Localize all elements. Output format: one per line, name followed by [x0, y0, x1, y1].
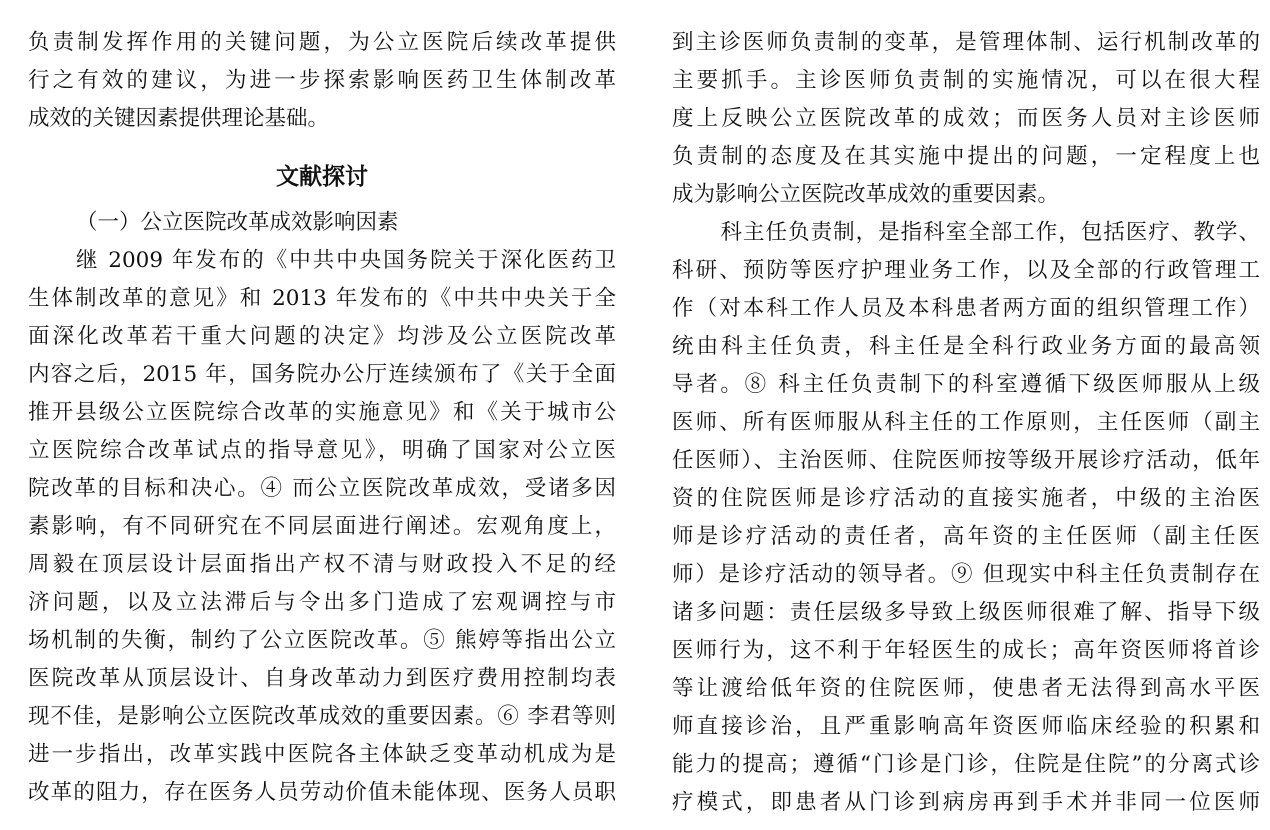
text-line: 度上反映公立医院改革的成效；而医务人员对主诊医师: [672, 106, 1260, 131]
text-line: 导者。⑧ 科主任负责制下的科室遵循下级医师服从上级: [672, 372, 1260, 397]
text-line: 医院改革从顶层设计、自身改革动力到医疗费用控制均表: [28, 666, 616, 691]
text-line: 生体制改革的意见》和 2013 年发布的《中共中央关于全: [28, 286, 616, 311]
text-line: 进一步指出，改革实践中医院各主体缺乏变革动机成为是: [28, 742, 616, 767]
text-line: 立医院综合改革试点的指导意见》，明确了国家对公立医: [28, 438, 616, 463]
text-line: 面深化改革若干重大问题的决定》均涉及公立医院改革: [28, 324, 616, 349]
text-line: 场机制的失衡，制约了公立医院改革。⑤ 熊婷等指出公立: [28, 628, 616, 653]
text-line: 任医师）、主治医师、住院医师按等级开展诊疗活动，低年: [672, 448, 1260, 473]
text-line: 主要抓手。主诊医师负责制的实施情况，可以在很大程: [672, 68, 1260, 93]
text-line: 医师、所有医师服从科主任的工作原则，主任医师（副主: [672, 410, 1260, 435]
text-line: 师是诊疗活动的责任者，高年资的主任医师（副主任医: [672, 524, 1260, 549]
text-line: 现不佳，是影响公立医院改革成效的重要因素。⑥ 李君等则: [28, 704, 616, 729]
text-line: 济问题，以及立法滞后与令出多门造成了宏观调控与市: [28, 590, 616, 615]
text-line: 负责制的态度及在其实施中提出的问题，一定程度上也: [672, 144, 1260, 169]
text-line: 院改革的目标和决心。④ 而公立医院改革成效，受诸多因: [28, 476, 616, 501]
text-line: 到主诊医师负责制的变革，是管理体制、运行机制改革的: [672, 30, 1260, 55]
text-line: 疗模式，即患者从门诊到病房再到手术并非同一位医师: [672, 790, 1260, 815]
text-line: 改革的阻力，存在医务人员劳动价值未能体现、医务人员职: [28, 780, 616, 805]
text-line: 科研、预防等医疗护理业务工作，以及全部的行政管理工: [672, 258, 1260, 283]
text-line: 医师行为，这不利于年轻医生的成长；高年资医师将首诊: [672, 638, 1260, 663]
subsection-heading: （一）公立医院改革成效影响因素: [76, 210, 399, 235]
text-line: 素影响，有不同研究在不同层面进行阐述。宏观角度上，: [28, 514, 616, 539]
text-line: 行之有效的建议，为进一步探索影响医药卫生体制改革: [28, 68, 616, 93]
text-line: 统由科主任负责，科主任是全科行政业务方面的最高领: [672, 334, 1260, 359]
text-line: 周毅在顶层设计层面指出产权不清与财政投入不足的经: [28, 552, 616, 577]
text-line: 继 2009 年发布的《中共中央国务院关于深化医药卫: [76, 248, 616, 273]
left-column: [28, 24, 616, 812]
text-line: 推开县级公立医院综合改革的实施意见》和《关于城市公: [28, 400, 616, 425]
text-line: 成为影响公立医院改革成效的重要因素。: [672, 182, 1060, 207]
text-line: 等让渡给低年资的住院医师，使患者无法得到高水平医: [672, 676, 1260, 701]
section-heading: 文献探讨: [276, 164, 368, 190]
text-line: 负责制发挥作用的关键问题，为公立医院后续改革提供: [28, 30, 616, 55]
text-line: 成效的关键因素提供理论基础。: [28, 106, 330, 131]
text-line: 师）是诊疗活动的领导者。⑨ 但现实中科主任负责制存在: [672, 562, 1260, 587]
text-line: 能力的提高；遵循“门诊是门诊，住院是住院”的分离式诊: [672, 752, 1260, 777]
text-line: 科主任负责制，是指科室全部工作，包括医疗、教学、: [698, 220, 1260, 245]
text-line: 作（对本科工作人员及本科患者两方面的组织管理工作）: [672, 296, 1260, 321]
text-line: 内容之后，2015 年，国务院办公厅连续颁布了《关于全面: [28, 362, 616, 387]
text-line: 资的住院医师是诊疗活动的直接实施者，中级的主治医: [672, 486, 1260, 511]
right-column: [672, 24, 1260, 822]
text-line: 诸多问题：责任层级多导致上级医师很难了解、指导下级: [672, 600, 1260, 625]
text-line: 师直接诊治，且严重影响高年资医师临床经验的积累和: [672, 714, 1260, 739]
